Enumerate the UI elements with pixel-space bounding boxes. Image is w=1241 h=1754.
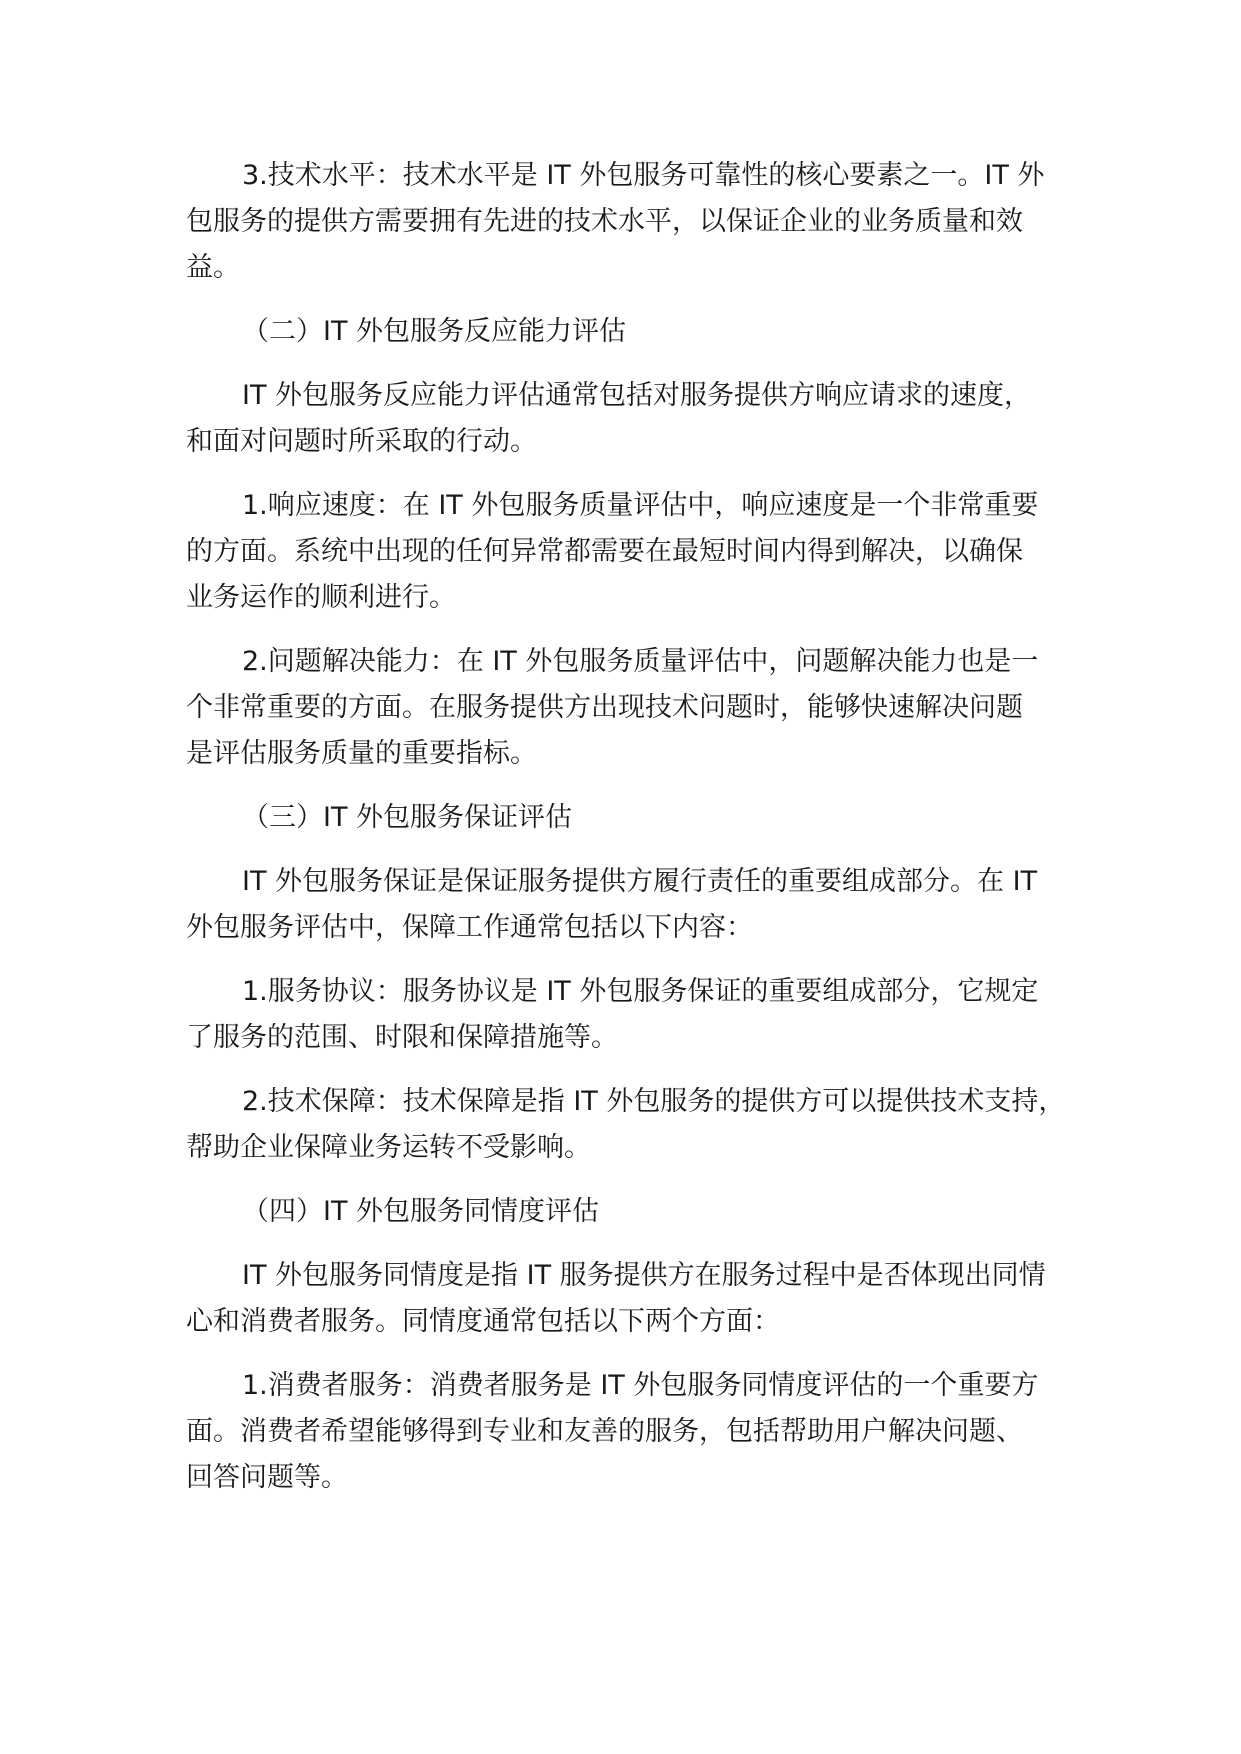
item-technical-support [186,1079,1076,1171]
section-4-heading [186,1189,1076,1235]
text-line: 和面对问题时所采取的行动。 [186,426,537,457]
item-problem-solving [186,639,1076,777]
text-line: 心和消费者服务。同情度通常包括以下两个方面： [186,1306,780,1337]
text-line: 3.技术水平：技术水平是 IT 外包服务可靠性的核心要素之一。IT 外 [242,160,1045,191]
text-line: 回答问题等。 [186,1462,348,1493]
text-line: （二）IT 外包服务反应能力评估 [242,316,627,347]
text-line: 的方面。系统中出现的任何异常都需要在最短时间内得到解决，以确保 [186,536,1023,567]
section-3-heading [186,795,1076,841]
text-line: 面。消费者希望能够得到专业和友善的服务，包括帮助用户解决问题、 [186,1416,1023,1447]
text-line: 1.消费者服务：消费者服务是 IT 外包服务同情度评估的一个重要方 [242,1370,1039,1401]
text-line: IT 外包服务保证是保证服务提供方履行责任的重要组成部分。在 IT [242,866,1038,897]
section-2-intro [186,373,1076,465]
text-line: 1.响应速度：在 IT 外包服务质量评估中，响应速度是一个非常重要 [242,490,1039,521]
section-3-intro [186,859,1076,951]
section-2-heading [186,309,1076,355]
item-response-speed [186,483,1076,621]
text-line: 业务运作的顺利进行。 [186,582,456,613]
text-line: 2.技术保障：技术保障是指 IT 外包服务的提供方可以提供技术支持， [242,1086,1066,1117]
text-line: 是评估服务质量的重要指标。 [186,738,537,769]
text-line: 益。 [186,252,240,283]
item-consumer-service [186,1363,1076,1501]
text-line: 2.问题解决能力：在 IT 外包服务质量评估中，问题解决能力也是一 [242,646,1039,677]
text-line: （四）IT 外包服务同情度评估 [242,1196,600,1227]
document-body [186,153,1076,1519]
text-line: 帮助企业保障业务运转不受影响。 [186,1132,591,1163]
text-line: 个非常重要的方面。在服务提供方出现技术问题时，能够快速解决问题 [186,692,1023,723]
section-4-intro [186,1253,1076,1345]
text-line: IT 外包服务反应能力评估通常包括对服务提供方响应请求的速度， [242,380,1032,411]
text-line: 外包服务评估中，保障工作通常包括以下内容： [186,912,753,943]
text-line: （三）IT 外包服务保证评估 [242,802,573,833]
item-service-agreement [186,969,1076,1061]
item-technical-level [186,153,1076,291]
text-line: 包服务的提供方需要拥有先进的技术水平，以保证企业的业务质量和效 [186,206,1023,237]
text-line: IT 外包服务同情度是指 IT 服务提供方在服务过程中是否体现出同情 [242,1260,1046,1291]
text-line: 了服务的范围、时限和保障措施等。 [186,1022,618,1053]
text-line: 1.服务协议：服务协议是 IT 外包服务保证的重要组成部分，它规定 [242,976,1039,1007]
